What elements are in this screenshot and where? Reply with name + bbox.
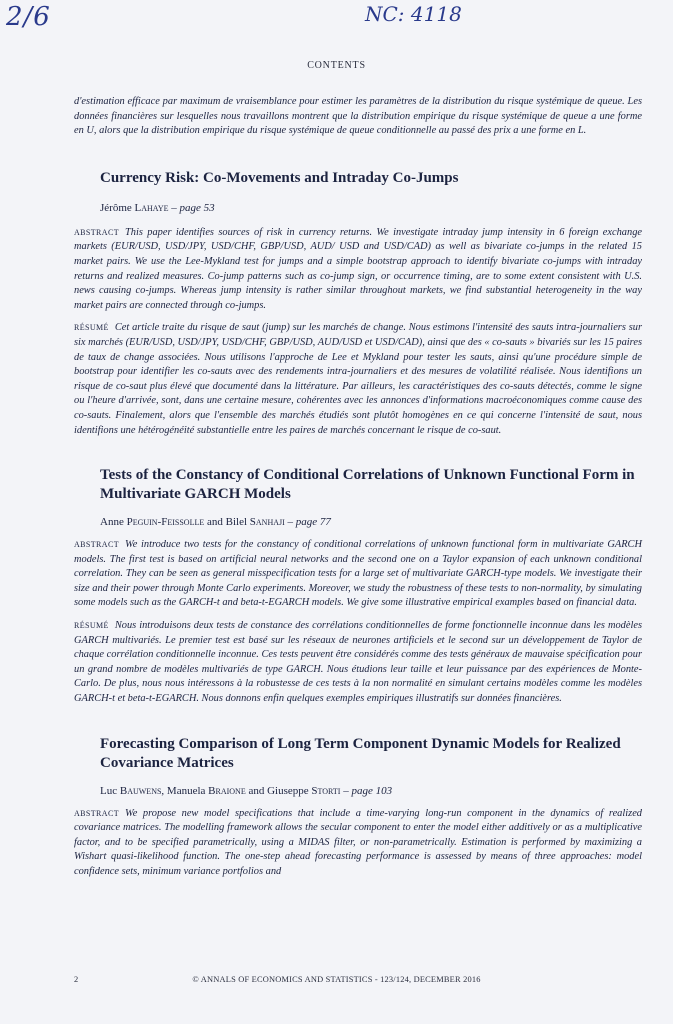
abstract-label: ABSTRACT bbox=[74, 808, 119, 818]
article-title[interactable]: Tests of the Constancy of Conditional Correlations of Unknown Functional Form in Multivariate GARCH Models bbox=[100, 467, 635, 503]
author-last-name: Braione bbox=[208, 784, 246, 797]
running-head: CONTENTS bbox=[307, 60, 366, 71]
author-first-name: Bilel bbox=[225, 516, 248, 529]
abstract-label: ABSTRACT bbox=[74, 540, 119, 550]
author-first-name: Anne bbox=[100, 516, 124, 529]
resume-text: Nous introduisons deux tests de constance des corrélations conditionnelles de forme fonctionnelle inconnue dans les modèles GARCH multivariés. Le premier test est basé sur les réseaux de neurones artificiels et le second sur un développement de Taylor de chaque corrélation conditionnelle inconnue. Ces tests peuvent être considérés comme des tests généraux de mauvaise spécification pour un grand nombre de modèles multivariés de type GARCH. Nous étudions leur taille et leur puissance par des expériences de Monte-Carlo. De plus, nous nous intéressons à la robustesse de ces tests à la non normalité en simulant certains modèles comme les modèles GARCH-t et beta-t-EGARCH. Nous donnons enfin quelques exemples empiriques illustratifs sur données financières. bbox=[74, 620, 642, 705]
article-entry bbox=[74, 466, 642, 707]
author-last-name: Bauwens bbox=[119, 784, 162, 797]
page-reference[interactable]: page 77 bbox=[295, 516, 331, 529]
intro-paragraph: d'estimation efficace par maximum de vraisemblance pour estimer les paramètres de la distribution du risque systémique de queue. Les données financières sur lesquelles nous travaillons montrent que la distribution empirique du risque systémique de queue a une forme en U, alors que la distribution empirique du risque systémique de queue conditionnelle au passé des prix a une forme en L. bbox=[74, 96, 642, 137]
article-title[interactable]: Currency Risk: Co-Movements and Intraday Co-Jumps bbox=[100, 169, 459, 186]
article-entry bbox=[74, 735, 642, 880]
article-title[interactable]: Forecasting Comparison of Long Term Component Dynamic Models for Realized Covariance Matrices bbox=[100, 735, 621, 771]
author-first-name: Manuela bbox=[166, 784, 206, 797]
abstract-text: We introduce two tests for the constancy of conditional correlations of unknown functional form in multivariate GARCH models. The first test is based on artificial neural networks and the second one on a Taylor expansion of each unknown conditional correlation. They can be seen as general misspecification tests for a large set of multivariate GARCH-type models. We investigate their size and their power through Monte Carlo experiments. Moreover, we study the robustness of these tests to non-normality, by simulating some models such as the GARCH-t and beta-t-EGARCH models. We give some illustrative empirical examples based on financial data. bbox=[74, 539, 642, 609]
resume-paragraph bbox=[74, 619, 642, 707]
contents-body bbox=[74, 95, 642, 880]
author-last-name: Storti bbox=[311, 784, 341, 797]
article-authors: Jérôme Lahaye – page 53 bbox=[100, 201, 215, 214]
author-last-name: Peguin-Feissolle bbox=[126, 516, 205, 529]
abstract-paragraph bbox=[74, 226, 642, 314]
resume-label: RÉSUMÉ bbox=[74, 621, 109, 631]
resume-label: RÉSUMÉ bbox=[74, 323, 109, 333]
author-first-name: Giuseppe bbox=[267, 784, 309, 797]
author-first-name: Luc bbox=[100, 784, 118, 797]
author-last-name: Sanhaji bbox=[249, 516, 285, 529]
page-reference[interactable]: page 53 bbox=[179, 201, 215, 214]
article-authors: Anne Peguin-Feissolle and Bilel Sanhaji – page 77 bbox=[100, 516, 331, 529]
footer-journal-citation: © ANNALS OF ECONOMICS AND STATISTICS - 123/124, DECEMBER 2016 bbox=[192, 975, 481, 984]
resume-paragraph bbox=[74, 321, 642, 438]
abstract-label: ABSTRACT bbox=[74, 227, 119, 237]
abstract-text: This paper identifies sources of risk in currency returns. We investigate intraday jump intensity in 6 foreign exchange markets (EUR/USD, USD/JPY, USD/CHF, GBP/USD, AUD/ USD and USD/CAD) as well as bivariate co-jumps in the related 15 market pairs. We use the Lee-Mykland test for jumps and a simple bootstrap approach to identify bivariate co-jumps with intraday returns and realized measures. Co-jump patterns such as co-jump sign, or occurrence timing, are to some extent consistent with U.S. news causing co-jumps. Whereas jump intensity is rather similar throughout markets, we find substantial heterogeneity in the way market pairs are connected through co-jumps. bbox=[74, 226, 642, 311]
page-reference[interactable]: page 103 bbox=[351, 784, 393, 797]
page-number: 2 bbox=[74, 975, 79, 984]
article-entry bbox=[74, 169, 642, 438]
resume-text: Cet article traite du risque de saut (jump) sur les marchés de change. Nous estimons l'intensité des sauts intra-journaliers sur six marchés (EUR/USD, USD/JPY, USD/CHF, GBP/USD, AUD/USD et USD/CAD), ainsi que des « co-sauts » bivariés sur les 15 paires de taux de change associées. Nous utilisons l'approche de Lee et Mykland pour tester les sauts, ainsi qu'une procédure simple de bootstrap pour identifier les co-sauts avec des rendements intra-journaliers et des mesures de volatilité réalisée. Nous identifions un risque de co-saut plus élevé que documenté dans la littérature. Par ailleurs, les caractéristiques des co-sauts détectés, comme le signe ou l'heure d'arrivée, sont, dans une certaine mesure, cohérentes avec les annonces d'informations macroéconomiques comme cause des co-sauts. Finalement, alors que l'ensemble des marchés étudiés sont plutôt homogènes en ce qui concerne l'intensité de saut, nous identifions une hétérogénéité substantielle entre les paires de marchés concernant le risque de co-saut. bbox=[74, 322, 642, 436]
author-first-name: Jérôme bbox=[100, 201, 132, 214]
abstract-paragraph bbox=[74, 807, 642, 880]
article-authors: Luc Bauwens, Manuela Braione and Giuseppe Storti – page 103 bbox=[100, 784, 393, 797]
handwritten-page-note: 2/6 bbox=[6, 2, 51, 32]
handwritten-call-number: NC: 4118 bbox=[365, 2, 462, 26]
abstract-text: We propose new model specifications that include a time-varying long-run component in the dynamics of realized covariance matrices. The modelling framework allows the secular component to enter the model either additively or as a multiplicative factor, and to be specified parametrically, using a MIDAS filter, or non-parametrically. Estimation is performed by maximizing a Wishart quasi-likelihood function. The one-step ahead forecasting performance is assessed by means of three approaches: model confidence sets, minimum variance portfolios and bbox=[74, 807, 642, 877]
abstract-paragraph bbox=[74, 538, 642, 611]
author-last-name: Lahaye bbox=[134, 201, 169, 214]
